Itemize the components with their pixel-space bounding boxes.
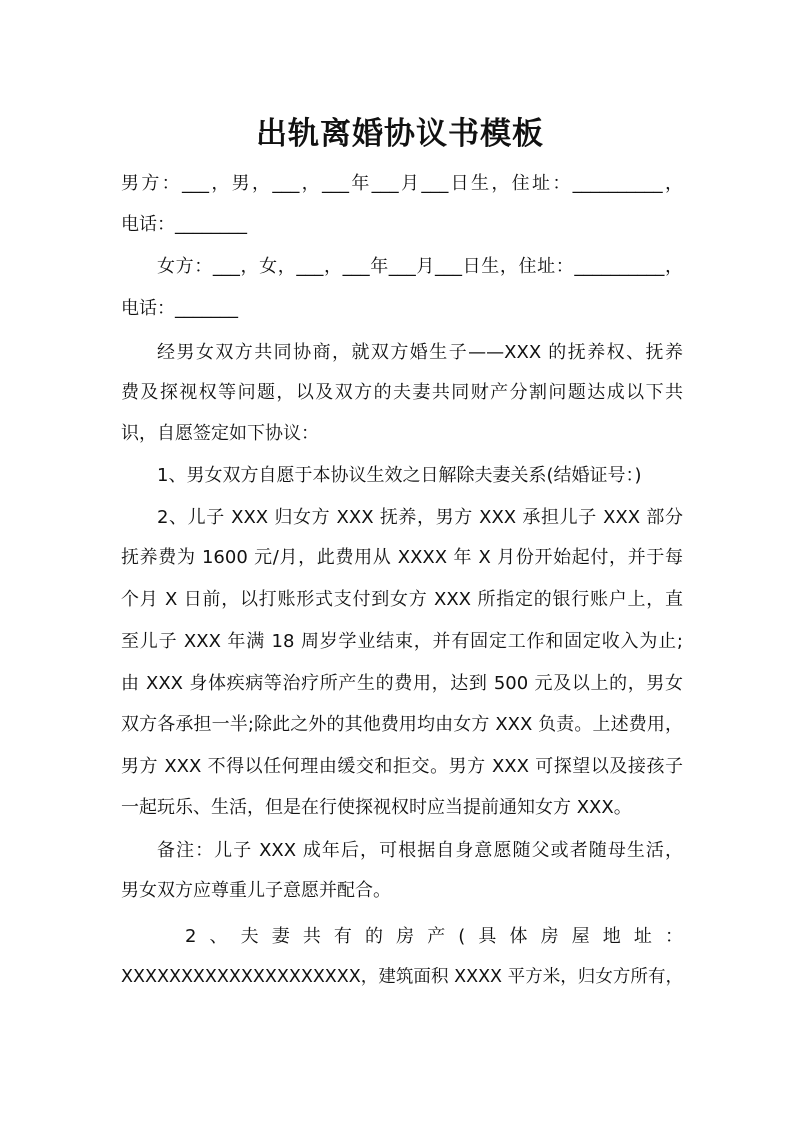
paragraph-line: 电话：_______ xyxy=(121,298,238,319)
paragraph-line: 1、男女双方自愿于本协议生效之日解除夫妻关系(结婚证号：) xyxy=(157,465,642,486)
paragraph-line: 由 XXX 身体疾病等治疗所产生的费用，达到 500 元及以上的，男女 xyxy=(121,673,683,694)
paragraph-line: 识，自愿签定如下协议： xyxy=(121,423,319,444)
document-title: 出轨离婚协议书模板 xyxy=(256,116,544,152)
paragraph-line: 电话：________ xyxy=(121,214,247,235)
paragraph-line: XXXXXXXXXXXXXXXXXXXX，建筑面积 XXXX 平方米，归女方所有， xyxy=(121,967,683,987)
paragraph-line: 至儿子 XXX 年满 18 周岁学业结束，并有固定工作和固定收入为止; xyxy=(121,631,683,652)
paragraph-line: 双方各承担一半;除此之外的其他费用均由女方 XXX 负责。上述费用， xyxy=(121,714,683,735)
paragraph-line: 费及探视权等问题，以及双方的夫妻共同财产分割问题达成以下共 xyxy=(121,382,683,403)
paragraph-line: 女方：___，女，___，___年___月___日生，住址：__________， xyxy=(157,256,683,277)
paragraph-line: 男女双方应尊重儿子意愿并配合。 xyxy=(121,880,391,901)
paragraph-line: 经男女双方共同协商，就双方婚生子——XXX 的抚养权、抚养 xyxy=(157,342,683,363)
paragraph-line: 2、夫妻共有的房产(具体房屋地址： xyxy=(185,926,683,947)
paragraph-line: 男方 XXX 不得以任何理由缓交和拒交。男方 XXX 可探望以及接孩子 xyxy=(121,756,683,777)
paragraph-line: 男方：___，男，___，___年___月___日生，住址：__________， xyxy=(121,173,683,194)
paragraph-line: 个月 X 日前，以打账形式支付到女方 XXX 所指定的银行账户上，直 xyxy=(121,589,683,610)
paragraph-line: 抚养费为 1600 元/月，此费用从 XXXX 年 X 月份开始起付，并于每 xyxy=(121,547,683,568)
paragraph-line: 2、儿子 XXX 归女方 XXX 抚养，男方 XXX 承担儿子 XXX 部分 xyxy=(157,507,683,528)
paragraph-line: 一起玩乐、生活，但是在行使探视权时应当提前通知女方 XXX。 xyxy=(121,797,632,818)
paragraph-line: 备注：儿子 XXX 成年后，可根据自身意愿随父或者随母生活， xyxy=(157,840,683,861)
